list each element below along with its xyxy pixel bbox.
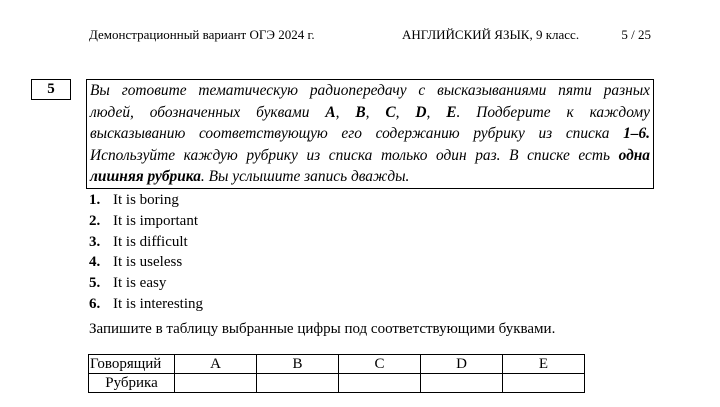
- answer-cell-c[interactable]: [339, 374, 421, 393]
- header-exam-title: Демонстрационный вариант ОГЭ 2024 г.: [89, 27, 315, 42]
- task-instruction-box: [86, 79, 654, 189]
- answer-cell-d[interactable]: [421, 374, 503, 393]
- rubric-options-list: [89, 190, 203, 315]
- page-header: [89, 27, 651, 45]
- instruction-line-4: Используйте каждую рубрику из списка только один раз. В списке есть одна: [90, 146, 650, 164]
- table-row: [89, 355, 585, 374]
- header-subject: АНГЛИЙСКИЙ ЯЗЫК, 9 класс.: [402, 27, 580, 42]
- answer-cell-e[interactable]: [503, 374, 585, 393]
- column-header-e: E: [503, 355, 585, 374]
- column-header-d: D: [421, 355, 503, 374]
- header-page-number: 5 / 25: [621, 27, 651, 42]
- list-item: 3. It is difficult: [89, 233, 188, 250]
- list-item: 5. It is easy: [89, 275, 167, 292]
- instruction-line-2: людей, обозначенных буквами A, B, C, D, E. Подберите к каждому: [90, 103, 650, 121]
- speaker-header-cell: Говорящий: [89, 355, 175, 374]
- instruction-line-3: высказыванию соответствующую его содержанию рубрику из списка 1–6.: [90, 125, 650, 142]
- answer-cell-b[interactable]: [257, 374, 339, 393]
- answer-cell-a[interactable]: [175, 374, 257, 393]
- instruction-line-1: Вы готовите тематическую радиопередачу с высказываниями пяти разных: [90, 82, 650, 99]
- answer-table: [88, 354, 585, 393]
- list-item: 4. It is useless: [89, 254, 183, 271]
- rubric-header-cell: Рубрика: [89, 374, 175, 393]
- instruction-line-5: лишняя рубрика. Вы услышите запись дважды.: [90, 168, 410, 185]
- list-item: 1. It is boring: [89, 192, 179, 208]
- table-row: [89, 374, 585, 393]
- table-instruction: Запишите в таблицу выбранные цифры под соответствующими буквами.: [89, 321, 556, 337]
- column-header-c: C: [339, 355, 421, 374]
- column-header-b: B: [257, 355, 339, 374]
- list-item: 6. It is interesting: [89, 295, 203, 312]
- task-number-box: 5: [31, 79, 71, 100]
- column-header-a: A: [175, 355, 257, 374]
- list-item: 2. It is important: [89, 212, 198, 229]
